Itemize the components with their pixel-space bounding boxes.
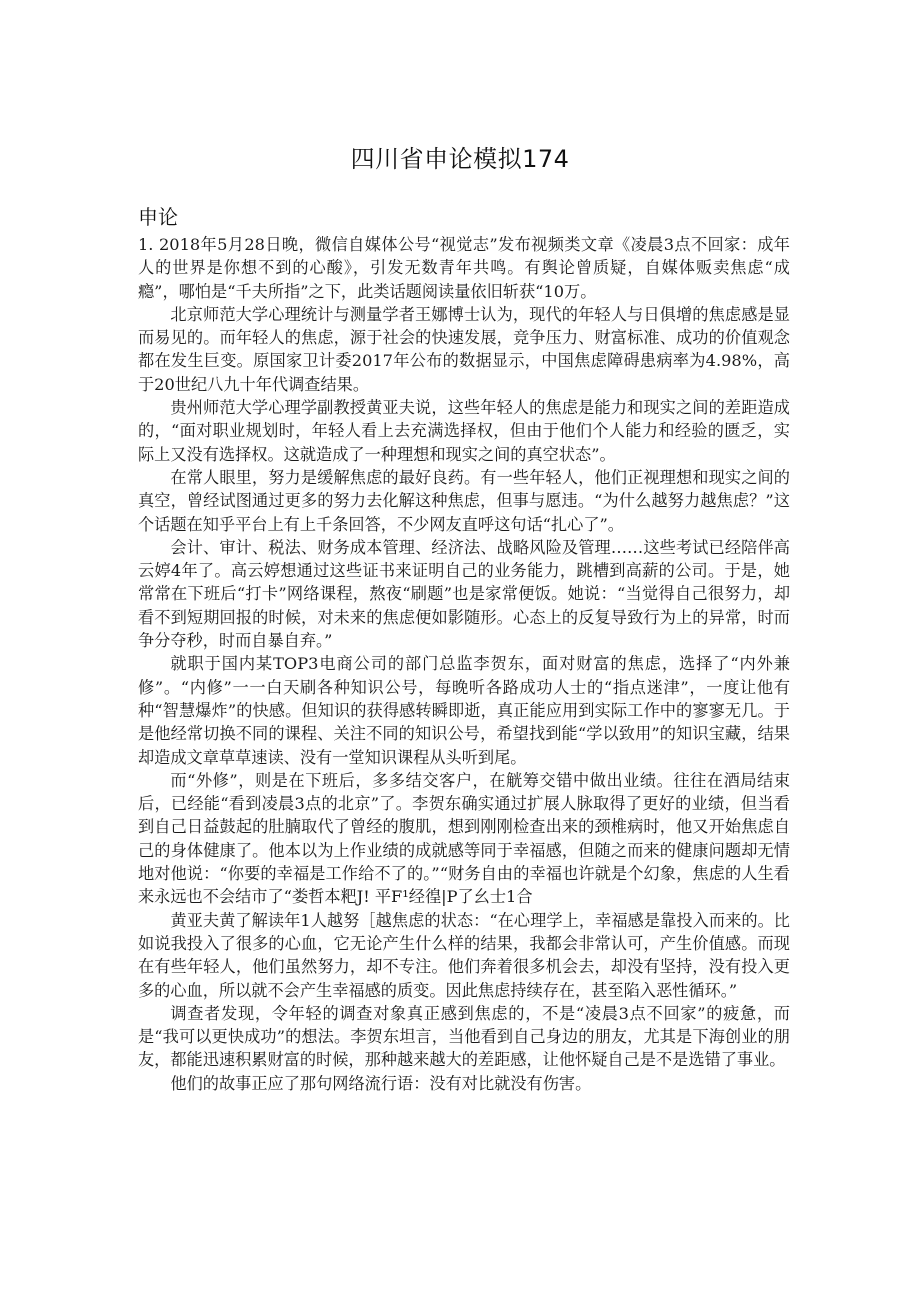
document-title: 四川省申论模拟174 <box>350 145 570 173</box>
body-paragraph: 北京师范大学心理统计与测量学者王娜博士认为，现代的年轻人与日俱增的焦虑感是显而易见的。而年轻人的焦虑，源于社会的快速发展，竞争压力、财富标准、成功的价值观念都在发生巨变。原国家卫计委2017年公布的数据显示，中国焦虑障碍患病率为4.98%，高于20世纪八九十年代调查结果。 <box>138 304 790 394</box>
document-body <box>138 233 790 1095</box>
question-paragraph: 1. 2018年5月28日晚，微信自媒体公号“视觉志”发布视频类文章《凌晨3点不回家：成年人的世界是你想不到的心酸》，引发无数青年共鸣。有舆论曾质疑，自媒体贩卖焦虑“成瘾”，哪怕是“千夫所指”之下，此类话题阅读量依旧斩获“10万。 <box>138 235 790 301</box>
body-paragraph: 会计、审计、税法、财务成本管理、经济法、战略风险及管理……这些考试已经陪伴高云婷4年了。高云婷想通过这些证书来证明自己的业务能力，跳槽到高薪的公司。于是，她常常在下班后“打卡”网络课程，熬夜“刷题”也是家常便饭。她说：“当觉得自己很努力，却看不到短期回报的时候，对未来的焦虑便如影随形。心态上的反复导致行为上的异常，时而争分夺秒，时而自暴自弃。” <box>138 537 790 651</box>
body-paragraph: 在常人眼里，努力是缓解焦虑的最好良药。有一些年轻人，他们正视理想和现实之间的真空，曾经试图通过更多的努力去化解这种焦虑，但事与愿违。“为什么越努力越焦虑？”这个话题在知乎平台上有上千条回答，不少网友直呼这句话“扎心了”。 <box>138 467 790 534</box>
body-paragraph: 贵州师范大学心理学副教授黄亚夫说，这些年轻人的焦虑是能力和现实之间的差距造成的，“面对职业规划时，年轻人看上去充满选择权，但由于他们个人能力和经验的匮乏，实际上又没有选择权。这就造成了一种理想和现实之间的真空状态”。 <box>138 398 790 464</box>
body-paragraph: 调查者发现，令年轻的调查对象真正感到焦虑的，不是“凌晨3点不回家”的疲惫，而是“我可以更快成功”的想法。李贺东坦言，当他看到自己身边的朋友，尤其是下海创业的朋友，都能迅速积累财富的时候，那种越来越大的差距感，让他怀疑自己是不是选错了事业。 <box>138 1003 790 1070</box>
section-heading: 申论 <box>138 205 178 229</box>
body-paragraph: 他们的故事正应了那句网络流行语：没有对比就没有伤害。 <box>170 1073 592 1093</box>
body-paragraph: 黄亚夫黄了解读年1人越努［越焦虑的状态：“在心理学上，幸福感是靠投入而来的。比如说我投入了很多的心血，它无论产生什么样的结果，我都会非常认可，产生价值感。而现在有些年轻人，他们虽然努力，却不专注。他们奔着很多机会去，却没有坚持，没有投入更多的心血，所以就不会产生幸福感的质变。因此焦虑持续存在，甚至陷入恶性循环。” <box>138 910 790 1000</box>
body-paragraph: 就职于国内某TOP3电商公司的部门总监李贺东，面对财富的焦虑，选择了“内外兼修”。“内修”一一白天刷各种知识公号，每晚听各路成功人士的“指点迷津”，一度让他有种“智慧爆炸”的快感。但知识的获得感转瞬即逝，真正能应用到实际工作中的寥寥无几。于是他经常切换不同的课程、关注不同的知识公号，希望找到能“学以致用”的知识宝藏，结果却造成文章草草速读、没有一堂知识课程从头听到尾。 <box>138 654 790 767</box>
body-paragraph: 而“外修”，则是在下班后，多多结交客户，在觥筹交错中做出业绩。往往在酒局结束后，已经能“看到凌晨3点的北京”了。李贺东确实通过扩展人脉取得了更好的业绩，但当看到自己日益鼓起的肚腩取代了曾经的腹肌，想到刚刚检查出来的颈椎病时，他又开始焦虑自己的身体健康了。他本以为上作业绩的成就感等同于幸福感，但随之而来的健康问题却无情地对他说：“你要的幸福是工作给不了的。”“财务自由的幸福也许就是个幻象，焦虑的人生看来永远也不会结市了“娄哲本粑J! 平F¹经徨|P了幺士1合 <box>138 770 790 907</box>
